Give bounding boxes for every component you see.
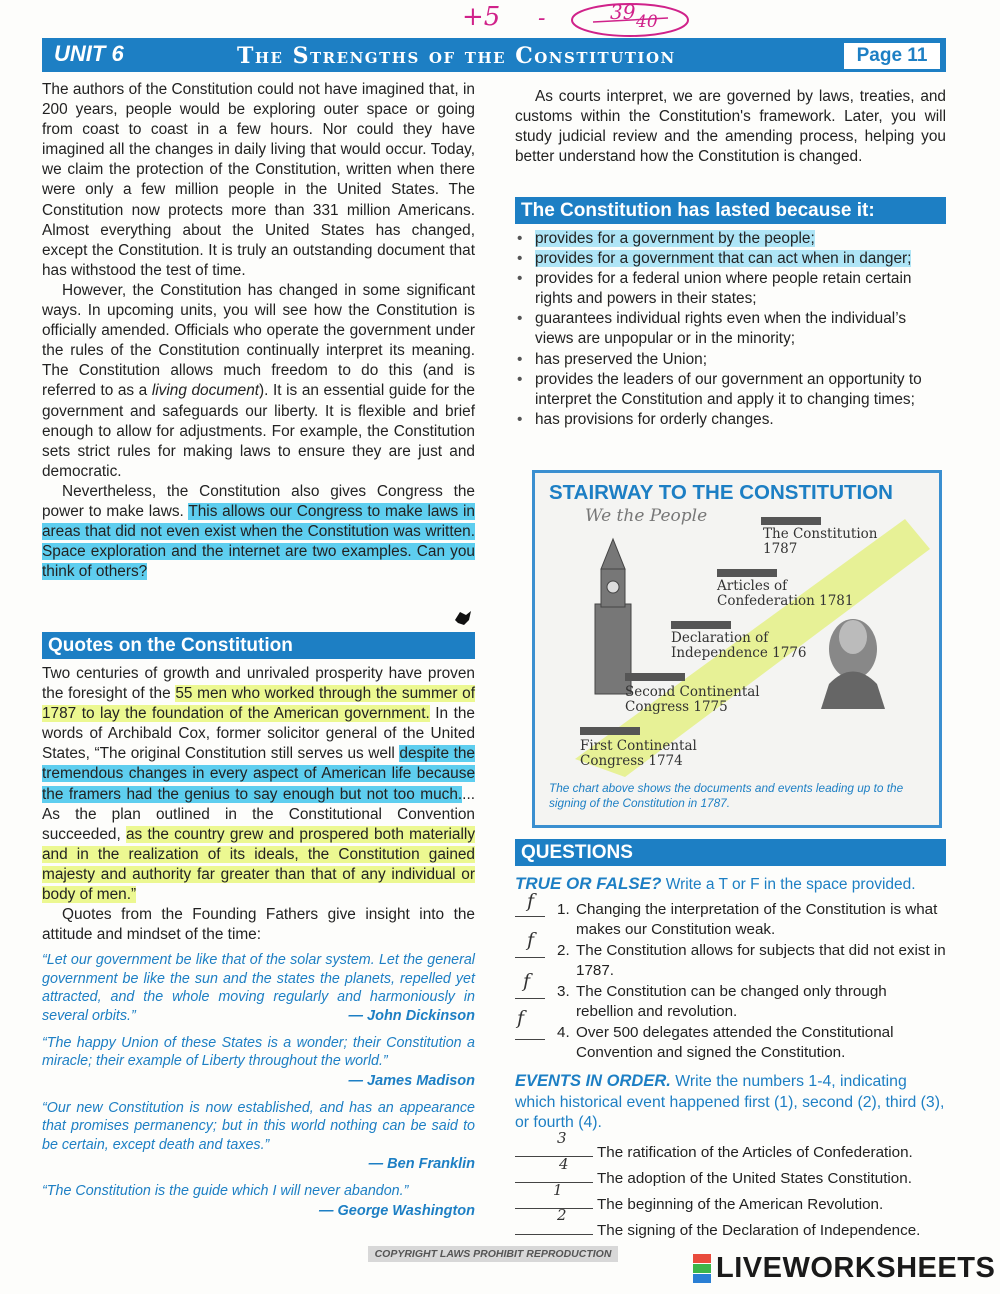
events-instructions: EVENTS IN ORDER. Write the numbers 1-4, indicating which historical event happened first (1), second (2), third (3), or fourth (4). (515, 1072, 945, 1131)
founders-intro: Quotes from the Founding Fathers give insight into the attitude and mindset of the time: (42, 906, 475, 944)
event-item-1: 3 The ratification of the Articles of Confederation. (515, 1141, 947, 1161)
author-franklin: — Ben Franklin (368, 1156, 475, 1173)
liveworksheets-brand[interactable]: LIVEWORKSHEETS (716, 1252, 996, 1284)
list-item: • provides the leaders of our government an opportunity to interpret the Constitution and apply it to changing times; (515, 370, 946, 410)
tf-item-2: f 2. The Constitution allows for subjects that did not exist in 1787. (515, 941, 947, 981)
quote-franklin: “Our new Constitution is now established, and has an appearance that promises permanency; but in this world nothing can be said to be certain, except death and taxes.” (42, 1099, 475, 1153)
tf-item-1: f 1. Changing the interpretation of the Constitution is what makes our Constitution weak. (515, 900, 947, 940)
liveworksheets-logo-icon (693, 1254, 711, 1284)
questions-heading: QUESTIONS (515, 839, 946, 866)
stair-step-bar (625, 673, 685, 681)
stairway-chart (532, 470, 942, 828)
step-first-congress: First Continental Congress 1774 (580, 738, 697, 769)
quotes-heading: Quotes on the Constitution (42, 632, 475, 659)
handwritten-plus-score: +5 (462, 2, 501, 32)
list-item: • provides for a federal union where people retain certain rights and powers in their states; (515, 269, 946, 309)
step-constitution: The Constitution 1787 (763, 526, 878, 557)
list-item: • provides for a government by the people; (515, 229, 946, 249)
event-item-4: 2 The signing of the Declaration of Independence. (515, 1219, 947, 1239)
quote-washington: “The Constitution is the guide which I will never abandon.” (42, 1183, 409, 1200)
tf-answer-field-4[interactable]: f (515, 1023, 545, 1040)
tf-answer-field-2[interactable]: f (515, 941, 545, 958)
tf-item-4: f 4. Over 500 delegates attended the Constitutional Convention and signed the Constitution. (517, 1007, 894, 1061)
tf-item-3: f 3. The Constitution can be changed only through rebellion and revolution. (515, 982, 947, 1022)
page-number: Page 11 (842, 41, 942, 71)
list-item: • provides for a government that can act when in danger; (515, 249, 946, 269)
copyright-notice: COPYRIGHT LAWS PROHIBIT REPRODUCTION (368, 1246, 618, 1262)
chart-title: STAIRWAY TO THE CONSTITUTION (549, 481, 893, 504)
author-dickinson: — John Dickinson (348, 1007, 475, 1024)
tf-instructions: TRUE OR FALSE? Write a T or F in the space provided. (515, 874, 916, 893)
stair-step-bar (761, 517, 821, 525)
intro-paragraph-1: The authors of the Constitution could not have imagined that, in 200 years, people would be exploring outer space or going from coast to coast in a few hours. Nor could they have imagined all the changes in daily living that would occur. Today, we claim the protection of the Constitution, written when there were only a few million people in the United States. The Constitution now protects more than 331 million Americans. Almost everything about the United States has changed, except the Constitution. It is truly an outstanding document that has withstood the test of time. (42, 81, 475, 279)
lasted-list-container (515, 229, 946, 430)
author-washington: — George Washington (318, 1202, 475, 1219)
intro-paragraph-3: Nevertheless, the Constitution also gives Congress the power to make laws. This allows our Congress to make laws in areas that did not even exist when the Constitution was written. Space exploration and the internet are two examples. Can you think of others? (42, 482, 475, 581)
tf-answer-field-3[interactable]: f (515, 982, 545, 999)
event-item-2: 4 The adoption of the United States Constitution. (515, 1167, 947, 1187)
step-declaration: Declaration of Independence 1776 (671, 630, 807, 661)
quotes-section (42, 664, 475, 1221)
intro-paragraph-2: However, the Constitution has changed in some significant ways. In upcoming units, you will see how the Constitution is officially amended. Officials who operate the government under the rules of the Constitution continually interpret its meaning. The Constitution allows much freedom to do this (and is referred to as a living document). It is an essential guide for the government and safeguards our liberty. It is flexible and brief enough to allow for adjustments. For example, the Constitution sets strict rules for making laws to ensure they are just and democratic. (42, 281, 475, 480)
unit-header-bar (42, 38, 946, 72)
author-madison: — James Madison (348, 1072, 475, 1089)
list-item: • has preserved the Union; (515, 350, 946, 370)
handwritten-score-total: 39 (610, 0, 636, 24)
quote-dickinson: “Let our government be like that of the solar system. Let the general government be like the sun and the states the planets, repelled yet attracted, and the whole moving regularly and harmoniously in several orbits.” (42, 952, 475, 1024)
event-item-3: 1 The beginning of the American Revolution. (515, 1193, 947, 1213)
tf-answer-field-1[interactable]: f (515, 900, 545, 917)
lasted-list (515, 229, 946, 430)
event-answer-field-3[interactable]: 1 (515, 1193, 593, 1209)
event-answer-field-4[interactable]: 2 (515, 1219, 593, 1235)
stair-step-bar (671, 621, 731, 629)
ink-blot-icon (452, 608, 474, 628)
unit-label: UNIT 6 (54, 41, 124, 66)
event-answer-field-1[interactable]: 3 (515, 1141, 593, 1157)
handwritten-dash: - (538, 6, 546, 31)
left-intro-text (42, 80, 475, 582)
lasted-heading: The Constitution has lasted because it: (515, 197, 946, 224)
right-intro-paragraph: As courts interpret, we are governed by laws, treaties, and customs within the Constitution's framework. Later, you will study judicial review and the amending process, helping you better understand how the Constitution is changed. (515, 88, 946, 166)
blue-highlight: This allows our Congress to make laws in areas that did not even exist when the Constitution was written. Space exploration and the internet are two examples. Can you think of others? (42, 502, 475, 581)
cox-paragraph: Two centuries of growth and unrivaled prosperity have proven the foresight of the 55 men who worked through the summer of 1787 to lay the foundation of the American government. In the words of Archibald Cox, former solicitor general of the United States, “The original Constitution still serves us well despite the tremendous changes in every aspect of American life because the framers had the genius to say enough but not too much.... As the plan outlined in the Constitutional Convention succeeded, as the country grew and prospered both materially and in the realization of its ideals, the Constitution gained majesty and authority far greater than that of any individual or body of men.” (42, 665, 476, 904)
stair-step-bar (580, 727, 640, 735)
handwritten-score-denominator: 40 (636, 12, 658, 32)
step-second-congress: Second Continental Congress 1775 (625, 684, 760, 715)
list-item: • has provisions for orderly changes. (515, 410, 946, 430)
list-item: • guarantees individual rights even when the individual’s views are unpopular or in the minority; (515, 309, 946, 349)
event-answer-field-2[interactable]: 4 (515, 1167, 593, 1183)
quote-madison: “The happy Union of these States is a wonder; their Constitution a miracle; their example of Liberty throughout the world.” (42, 1035, 475, 1070)
page-title: The Strengths of the Constitution (237, 43, 676, 69)
stair-step-bar (717, 569, 777, 577)
preamble-script: We the People (585, 506, 708, 526)
chart-caption: The chart above shows the documents and events leading up to the signing of the Constitution in 1787. (549, 781, 904, 810)
step-articles: Articles of Confederation 1781 (717, 578, 854, 609)
